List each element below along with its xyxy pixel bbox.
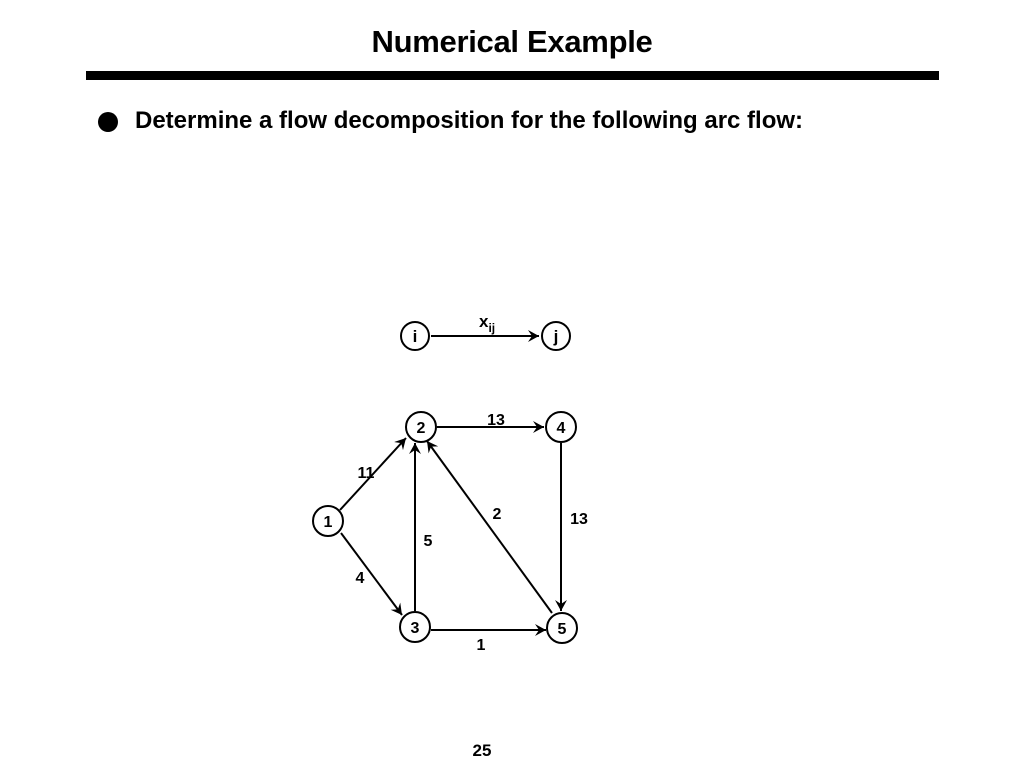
legend-flow-subscript: ij [488, 321, 496, 335]
arc-3-5-flow-label: 1 [476, 637, 486, 654]
arc-1-3-flow-label: 4 [355, 570, 365, 587]
node-4-label: 4 [556, 420, 566, 437]
node-2 [406, 412, 436, 442]
node-5-label: 5 [557, 621, 567, 638]
page-number: 25 [472, 741, 492, 760]
arc-1-2-flow-label: 11 [357, 465, 375, 482]
node-2-label: 2 [416, 420, 426, 437]
arc-4-5-flow-label: 13 [570, 511, 588, 528]
node-5 [547, 613, 577, 643]
slide-title: Numerical Example [371, 24, 653, 59]
node-4 [546, 412, 576, 442]
arc-5-2 [427, 441, 552, 613]
legend-flow-label [479, 312, 495, 335]
node-3 [400, 612, 430, 642]
arc-1-3 [341, 533, 402, 615]
arc-5-2-flow-label: 2 [492, 506, 502, 523]
network-nodes [313, 412, 577, 643]
bullet-text: Determine a flow decomposition for the following arc flow: [135, 107, 804, 134]
legend-node-i-label: i [412, 327, 418, 346]
legend-node-i [401, 322, 429, 350]
legend-node-j-label: j [553, 327, 559, 346]
node-1 [313, 506, 343, 536]
arc-3-2-flow-label: 5 [423, 533, 433, 550]
legend-flow-symbol: x [479, 312, 489, 331]
node-3-label: 3 [410, 620, 420, 637]
network-arcs [340, 427, 561, 630]
legend-node-j [542, 322, 570, 350]
legend-diagram [401, 312, 570, 350]
arc-2-4-flow-label: 13 [487, 412, 505, 429]
node-1-label: 1 [323, 514, 333, 531]
